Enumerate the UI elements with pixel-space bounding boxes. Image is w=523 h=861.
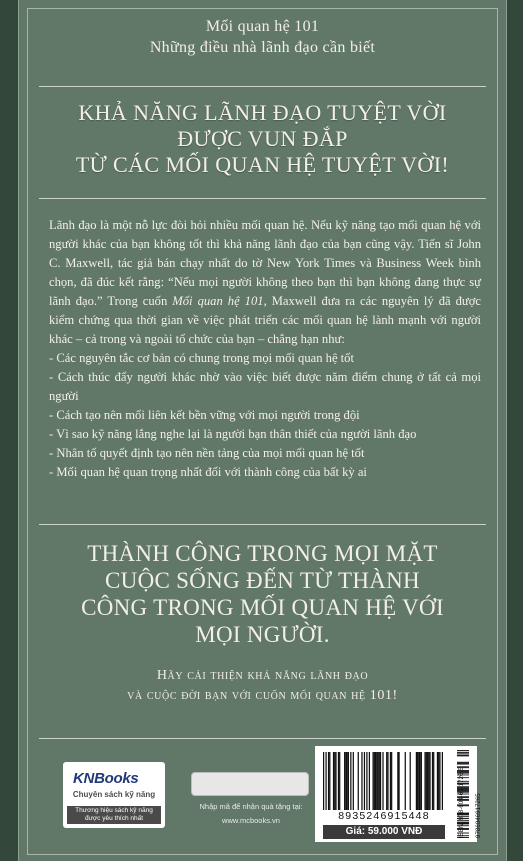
barcode-stripe xyxy=(457,786,469,787)
barcode-stripe xyxy=(421,752,422,810)
barcode-stripe xyxy=(405,752,406,810)
barcode-stripe xyxy=(457,752,469,753)
divider-bottom xyxy=(39,738,486,739)
feature-list xyxy=(49,349,481,482)
barcode-stripe xyxy=(457,822,469,823)
barcode-stripe xyxy=(457,772,469,773)
barcode-stripe xyxy=(457,773,469,774)
barcode-stripe xyxy=(457,753,469,754)
barcode-stripe xyxy=(457,771,469,772)
isbn-text: ISBN: 978-604-69-1726-5 xyxy=(458,767,465,838)
barcode-stripe xyxy=(338,752,339,810)
barcode-stripe xyxy=(457,792,469,793)
barcode-stripe xyxy=(457,762,469,763)
barcode-stripe xyxy=(457,828,469,829)
barcode-stripe xyxy=(348,752,349,810)
barcode-stripe xyxy=(457,820,469,821)
headline-line-1: KHẢ NĂNG LÃNH ĐẠO TUYỆT VỜI xyxy=(78,100,447,125)
intro-text-before: Lãnh đạo là một nỗ lực đòi hỏi nhiều mối quan hệ. Nếu kỹ năng tạo mối quan hệ với người khác của bạn không tốt thì khả năng lãnh đạo của bạn cũng vậy. Tiến sĩ John C. Maxwell, tác giả bán chạy nhất do tờ New York Times và Business Week bình chọn, đã đúc kết rằng: “Nếu mọi người không theo bạn thì bạn không đang thực sự lãnh đạo.” Trong cuốn xyxy=(49,218,481,308)
divider-headline xyxy=(39,198,486,199)
barcode-stripe xyxy=(374,752,375,810)
barcode-number: 8935246915448 xyxy=(338,810,430,822)
barcode-stripe xyxy=(376,752,377,810)
barcode-stripe xyxy=(457,791,469,792)
barcode-stripe xyxy=(457,777,469,778)
barcode-stripe xyxy=(369,752,370,810)
barcode-stripe xyxy=(457,755,469,756)
barcode-stripe xyxy=(457,764,469,765)
barcode-stripe xyxy=(366,752,367,810)
barcode-stripe xyxy=(432,752,433,810)
logo-slogan: Thương hiệu sách kỹ năng được yêu thích nhất xyxy=(67,806,161,824)
barcode-stripe xyxy=(457,813,469,814)
barcode-stripe xyxy=(457,823,469,824)
barcode-stripe xyxy=(398,752,399,810)
barcode-stripe xyxy=(457,833,469,834)
feature-item: - Cách thúc đẩy người khác nhờ vào việc biết được năm điểm chung ở tất cả mọi người xyxy=(49,368,481,406)
gift-code-note: Nhập mã để nhận quà tặng tại: www.mcbooks.vn xyxy=(199,802,303,825)
barcode-stripe xyxy=(457,789,469,790)
barcode-stripe xyxy=(457,766,469,767)
barcode-stripe xyxy=(457,750,469,751)
headline-line-2: ĐƯỢC VUN ĐẮP xyxy=(177,126,348,151)
barcode-stripe xyxy=(372,752,373,810)
barcode-stripe xyxy=(377,752,378,810)
series-title xyxy=(19,16,506,58)
banner-line-1: THÀNH CÔNG TRONG MỌI MẶT xyxy=(87,541,438,566)
barcode-stripe xyxy=(457,784,469,785)
feature-item: - Nhân tố quyết định tạo nên nền tảng của mọi mối quan hệ tốt xyxy=(49,444,481,463)
barcode-stripe xyxy=(457,770,469,771)
intro-text-after: , Maxwell đưa ra các nguyên lý đã được kiểm chứng qua thời gian về việc phát triển các mối quan hệ lành mạnh với người khác – cả trong và ngoài tổ chức của bạn – chẳng hạn như: xyxy=(49,294,481,346)
barcode-stripe xyxy=(386,752,387,810)
barcode-stripe xyxy=(457,818,469,819)
barcode-stripe xyxy=(390,752,391,810)
description-intro xyxy=(49,216,481,349)
barcode-stripe xyxy=(457,814,469,815)
barcode-stripe xyxy=(375,752,376,810)
barcode-stripe xyxy=(457,829,469,830)
logo-tagline: Chuyên sách kỹ năng xyxy=(72,790,156,799)
barcode-stripe xyxy=(457,781,469,782)
barcode-stripe xyxy=(457,825,469,826)
barcode-stripe xyxy=(457,799,469,800)
divider-top xyxy=(39,86,486,87)
barcode-stripe xyxy=(379,752,380,810)
barcode-stripe xyxy=(339,752,340,810)
barcode-stripe xyxy=(353,752,354,810)
barcode-stripe xyxy=(457,794,469,795)
barcode-stripe xyxy=(364,752,365,810)
barcode-stripe xyxy=(419,752,420,810)
banner-line-4: MỌI NGƯỜI. xyxy=(195,622,330,647)
barcode-stripe xyxy=(457,767,469,768)
scratch-code-area xyxy=(191,772,309,796)
barcode-stripe xyxy=(397,752,398,810)
barcode-stripe xyxy=(417,752,418,810)
barcode-stripe xyxy=(457,783,469,784)
barcode-stripe xyxy=(325,752,326,810)
feature-item: - Các nguyên tắc cơ bản có chung trong mọi mối quan hệ tốt xyxy=(49,349,481,368)
barcode-stripe xyxy=(457,805,469,806)
isbn-barcode-bars xyxy=(457,750,469,838)
barcode-bars xyxy=(323,752,443,810)
barcode-stripe xyxy=(323,752,324,810)
barcode-stripe xyxy=(439,752,440,810)
barcode-stripe xyxy=(457,797,469,798)
barcode-stripe xyxy=(380,752,381,810)
cover-panel xyxy=(18,0,507,861)
barcode-stripe xyxy=(350,752,351,810)
barcode-stripe xyxy=(427,752,428,810)
barcode-stripe xyxy=(344,752,345,810)
barcode-stripe xyxy=(345,752,346,810)
barcode-panel xyxy=(315,746,482,842)
barcode-stripe xyxy=(438,752,439,810)
divider-body xyxy=(39,524,486,525)
barcode-stripe xyxy=(457,816,469,817)
barcode-stripe xyxy=(457,755,469,756)
barcode-stripe xyxy=(457,800,469,801)
cta-line-2: và cuộc đời bạn với cuốn mối quan hệ 101! xyxy=(127,688,398,703)
price-label: Giá: 59.000 VNĐ xyxy=(323,825,445,839)
feature-item: - Mối quan hệ quan trọng nhất đối với thành công của bất kỳ ai xyxy=(49,463,481,482)
series-line-2: Những điều nhà lãnh đạo cần biết xyxy=(149,39,376,56)
barcode-stripe xyxy=(428,752,429,810)
knbooks-logo xyxy=(63,762,165,828)
series-line-1: Mối quan hệ 101 xyxy=(205,18,320,35)
barcode-stripe xyxy=(457,763,469,764)
barcode-stripe xyxy=(333,752,334,810)
banner-line-2: CUỘC SỐNG ĐẾN TỪ THÀNH xyxy=(105,568,420,593)
barcode-stripe xyxy=(358,752,359,810)
cta-line-1: Hãy cải thiện khả năng lãnh đạo xyxy=(156,668,369,683)
barcode-stripe xyxy=(457,788,469,789)
book-title-italic: Mối quan hệ 101 xyxy=(172,294,264,308)
barcode-stripe xyxy=(347,752,348,810)
barcode-stripe xyxy=(442,752,443,810)
barcode-stripe xyxy=(361,752,362,810)
barcode-stripe xyxy=(433,752,434,810)
banner-line-3: CÔNG TRONG MỐI QUAN HỆ VỚI xyxy=(81,595,444,620)
barcode-stripe xyxy=(382,752,383,810)
barcode-stripe xyxy=(426,752,427,810)
barcode-stripe xyxy=(424,752,425,810)
feature-item: - Cách tạo nên mối liên kết bền vững với mọi người trong đội xyxy=(49,406,481,425)
barcode-stripe xyxy=(457,823,469,824)
barcode-stripe xyxy=(410,752,411,810)
headline xyxy=(19,100,506,178)
banner-quote xyxy=(19,540,506,648)
barcode-stripe xyxy=(391,752,392,810)
isbn-barcode: 9786046917265 xyxy=(457,750,473,838)
barcode-stripe xyxy=(457,774,469,775)
barcode-stripe xyxy=(437,752,438,810)
barcode-stripe xyxy=(418,752,419,810)
barcode-stripe xyxy=(457,814,469,815)
barcode-stripe xyxy=(457,790,469,791)
barcode-stripe xyxy=(416,752,417,810)
barcode-stripe xyxy=(429,752,430,810)
barcode-stripe xyxy=(329,752,330,810)
headline-line-3: TỪ CÁC MỐI QUAN HỆ TUYỆT VỜI! xyxy=(75,152,450,177)
barcode-stripe xyxy=(387,752,388,810)
barcode-stripe xyxy=(328,752,329,810)
logo-wordmark: KNBooks xyxy=(73,770,139,787)
barcode-stripe xyxy=(457,837,469,838)
feature-item: - Vì sao kỹ năng lắng nghe lại là người bạn thân thiết của người lãnh đạo xyxy=(49,425,481,444)
call-to-action xyxy=(19,666,506,706)
barcode-stripe xyxy=(335,752,336,810)
barcode-stripe xyxy=(457,787,469,788)
description xyxy=(49,216,481,482)
barcode-stripe xyxy=(334,752,335,810)
barcode-stripe xyxy=(457,796,469,797)
barcode-stripe xyxy=(457,835,469,836)
barcode-stripe xyxy=(457,804,469,805)
